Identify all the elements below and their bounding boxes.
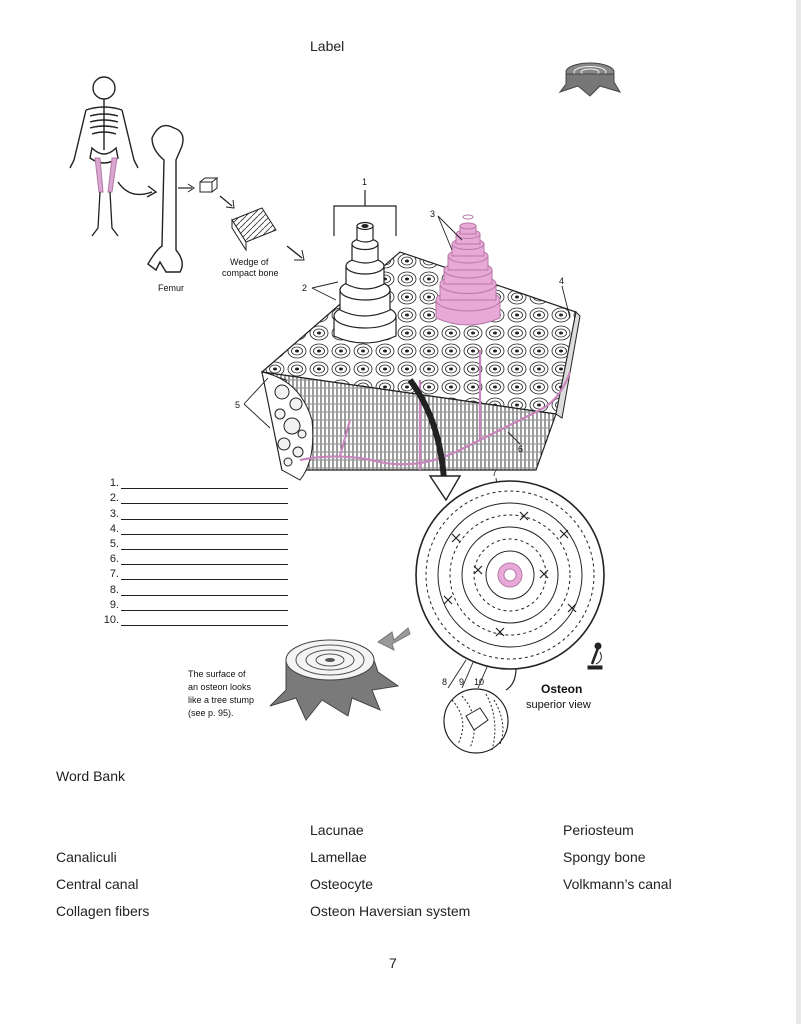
blank-line[interactable] xyxy=(121,494,288,504)
word-bank-term: Central canal xyxy=(56,876,139,892)
blank-line[interactable] xyxy=(121,525,288,535)
callout-8: 8 xyxy=(442,677,448,687)
word-bank-term: Volkmann’s canal xyxy=(563,876,672,892)
stump-caption-line: (see p. 95). xyxy=(188,708,234,718)
callout-10: 10 xyxy=(474,677,485,687)
blank-number: 4. xyxy=(109,522,119,535)
callout-7: 7 xyxy=(492,468,498,478)
word-bank-term: Osteon Haversian system xyxy=(310,903,471,919)
blank-number: 5. xyxy=(109,537,119,550)
blank-line[interactable] xyxy=(121,540,288,550)
blank-line[interactable] xyxy=(121,570,288,580)
femur-bone xyxy=(148,126,183,272)
stump-caption-line: an osteon looks xyxy=(188,682,252,692)
callout-1: 1 xyxy=(362,177,368,187)
osteon-cone-pink xyxy=(436,215,500,325)
stump-caption xyxy=(188,669,254,718)
blank-number: 6. xyxy=(109,553,119,566)
word-bank-term: Lacunae xyxy=(310,822,364,838)
answer-blank-row[interactable] xyxy=(98,489,288,504)
answer-blank-row[interactable] xyxy=(98,565,288,580)
lacuna-zoom-circle xyxy=(444,689,508,753)
blank-line[interactable] xyxy=(121,510,288,520)
osteon-subtitle: superior view xyxy=(526,699,591,711)
answer-blank-row[interactable] xyxy=(98,504,288,519)
page-title: Label xyxy=(310,38,345,54)
word-bank-term: Collagen fibers xyxy=(56,903,150,919)
skeleton-figure xyxy=(70,77,138,168)
word-bank-term: Periosteum xyxy=(563,822,634,838)
grey-arrow-icon xyxy=(378,628,410,650)
answer-blanks xyxy=(98,474,288,626)
answer-blank-row[interactable] xyxy=(98,550,288,565)
blank-number: 2. xyxy=(109,492,119,505)
blank-number: 10. xyxy=(103,613,119,626)
answer-blank-row[interactable] xyxy=(98,611,288,626)
osteon-superior-view xyxy=(416,481,604,669)
answer-blank-row[interactable] xyxy=(98,520,288,535)
blank-line[interactable] xyxy=(121,616,288,626)
word-bank-term: Osteocyte xyxy=(310,876,374,892)
callout-2: 2 xyxy=(302,283,308,293)
page-number: 7 xyxy=(389,955,397,971)
callout-6: 6 xyxy=(518,444,524,454)
blank-number: 1. xyxy=(109,477,119,490)
blank-line[interactable] xyxy=(121,601,288,611)
arrow-to-zoom xyxy=(506,668,516,690)
stump-caption-line: The surface of xyxy=(188,669,246,679)
callout-3: 3 xyxy=(430,209,436,219)
osteon-title: Osteon xyxy=(541,682,583,696)
word-bank-term: Lamellae xyxy=(310,849,367,865)
callout-9: 9 xyxy=(459,677,465,687)
answer-blank-row[interactable] xyxy=(98,474,288,489)
wedge-label-line2: compact bone xyxy=(222,268,279,278)
blank-number: 9. xyxy=(109,598,119,611)
word-bank-term: Spongy bone xyxy=(563,849,646,865)
bone-piece-icon xyxy=(200,178,217,192)
word-bank-title: Word Bank xyxy=(56,768,125,784)
callout-5: 5 xyxy=(235,400,241,410)
mini-stump-icon xyxy=(560,63,620,96)
wedge-of-compact-bone xyxy=(232,208,276,250)
tree-stump-illustration xyxy=(270,640,398,720)
blank-number: 8. xyxy=(109,583,119,596)
blank-number: 3. xyxy=(109,507,119,520)
answer-blank-row[interactable] xyxy=(98,580,288,595)
answer-blank-row[interactable] xyxy=(98,596,288,611)
arrow-to-femur xyxy=(118,182,152,194)
blank-line[interactable] xyxy=(121,586,288,596)
blank-number: 7. xyxy=(109,568,119,581)
femur-label: Femur xyxy=(158,283,185,293)
word-bank-term: Canaliculi xyxy=(56,849,117,865)
blank-line[interactable] xyxy=(121,555,288,565)
blank-line[interactable] xyxy=(121,479,288,489)
callout-4: 4 xyxy=(559,276,565,286)
microscope-icon xyxy=(588,643,602,669)
answer-blank-row[interactable] xyxy=(98,535,288,550)
wedge-label-line1: Wedge of xyxy=(230,257,269,267)
stump-caption-line: like a tree stump xyxy=(188,695,255,705)
